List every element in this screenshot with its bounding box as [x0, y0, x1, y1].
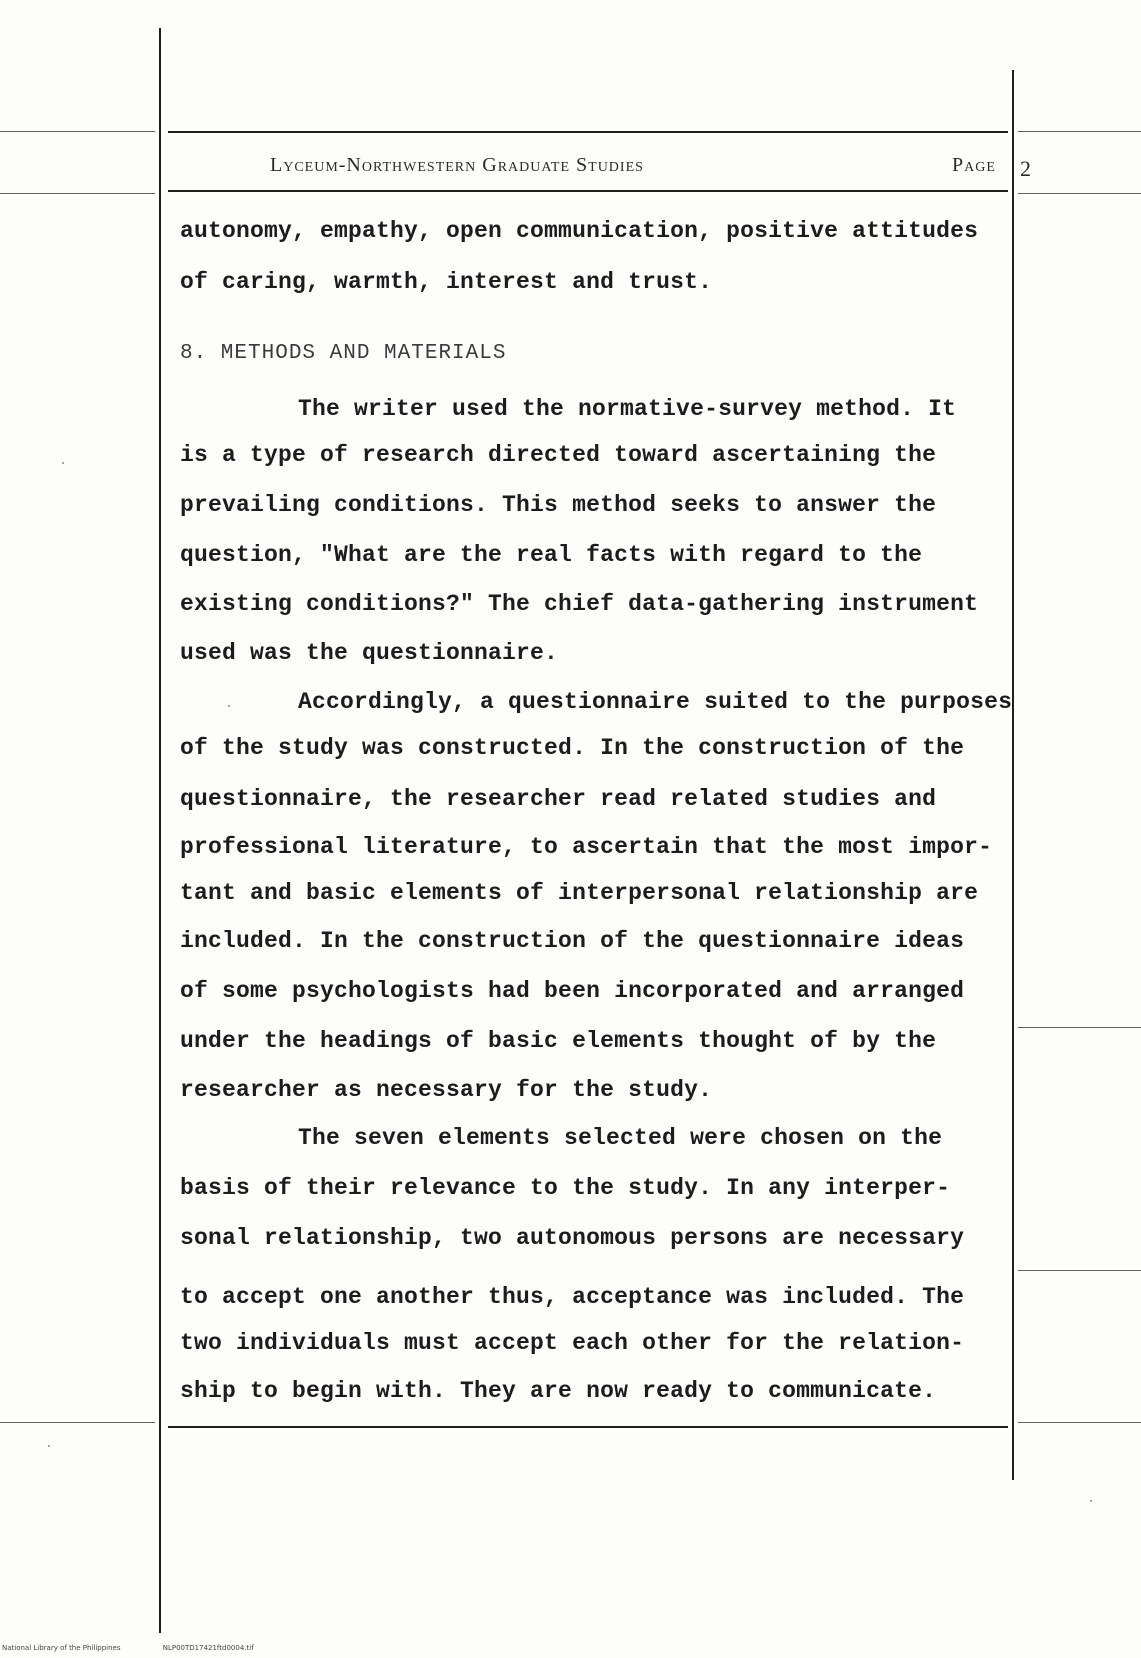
left-edge-mark [0, 193, 155, 194]
section-heading: 8. METHODS AND MATERIALS [180, 342, 507, 365]
text-line: sonal relationship, two autonomous persons are necessary [180, 1225, 965, 1251]
right-margin-rule [1012, 70, 1014, 1480]
text-line: included. In the construction of the questionnaire ideas [180, 928, 965, 954]
text-line: basis of their relevance to the study. In any interper- [180, 1175, 951, 1201]
library-credit: National Library of the Philippines [2, 1644, 121, 1652]
right-edge-mark [1018, 1027, 1141, 1028]
header-title: Lyceum-Northwestern Graduate Studies [270, 154, 644, 176]
scan-speck [228, 705, 230, 707]
text-line: of some psychologists had been incorporated and arranged [180, 978, 965, 1004]
text-line: tant and basic elements of interpersonal relationship are [180, 880, 979, 906]
right-edge-mark [1018, 1422, 1141, 1423]
text-line: Accordingly, a questionnaire suited to the purposes [298, 689, 1013, 715]
running-header [170, 154, 1050, 182]
text-line: The writer used the normative-survey method. It [298, 396, 957, 422]
header-bottom-rule [168, 190, 1008, 192]
text-line: used was the questionnaire. [180, 640, 559, 666]
text-line: two individuals must accept each other for the relation- [180, 1330, 965, 1356]
footer-rule [168, 1426, 1008, 1428]
text-line: to accept one another thus, acceptance was included. The [180, 1284, 965, 1310]
left-edge-mark [0, 1422, 155, 1423]
right-edge-mark [1018, 131, 1141, 132]
right-edge-mark [1018, 1270, 1141, 1271]
page-label: Page [952, 154, 996, 176]
text-line: prevailing conditions. This method seeks to answer the [180, 492, 937, 518]
scan-speck [1090, 1500, 1092, 1502]
text-line: question, "What are the real facts with regard to the [180, 542, 923, 568]
text-line: under the headings of basic elements thought of by the [180, 1028, 937, 1054]
file-id: NLP00TD17421ftd0004.tif [162, 1644, 254, 1652]
right-edge-mark [1018, 193, 1141, 194]
header-top-rule [168, 131, 1008, 133]
text-line: of caring, warmth, interest and trust. [180, 269, 713, 295]
left-margin-rule [159, 28, 161, 1633]
scan-speck [62, 462, 64, 464]
text-line: The seven elements selected were chosen on the [298, 1125, 943, 1151]
scan-footer [2, 1644, 602, 1652]
text-line: autonomy, empathy, open communication, positive attitudes [180, 218, 979, 244]
text-line: questionnaire, the researcher read related studies and [180, 786, 937, 812]
text-line: existing conditions?" The chief data-gathering instrument [180, 591, 979, 617]
page-number: 2 [1020, 156, 1031, 181]
text-line: is a type of research directed toward ascertaining the [180, 442, 937, 468]
text-line: professional literature, to ascertain that the most impor- [180, 834, 993, 860]
text-line: of the study was constructed. In the construction of the [180, 735, 965, 761]
text-line: ship to begin with. They are now ready to communicate. [180, 1378, 937, 1404]
scan-speck [48, 1445, 50, 1447]
left-edge-mark [0, 131, 155, 132]
text-line: researcher as necessary for the study. [180, 1077, 713, 1103]
